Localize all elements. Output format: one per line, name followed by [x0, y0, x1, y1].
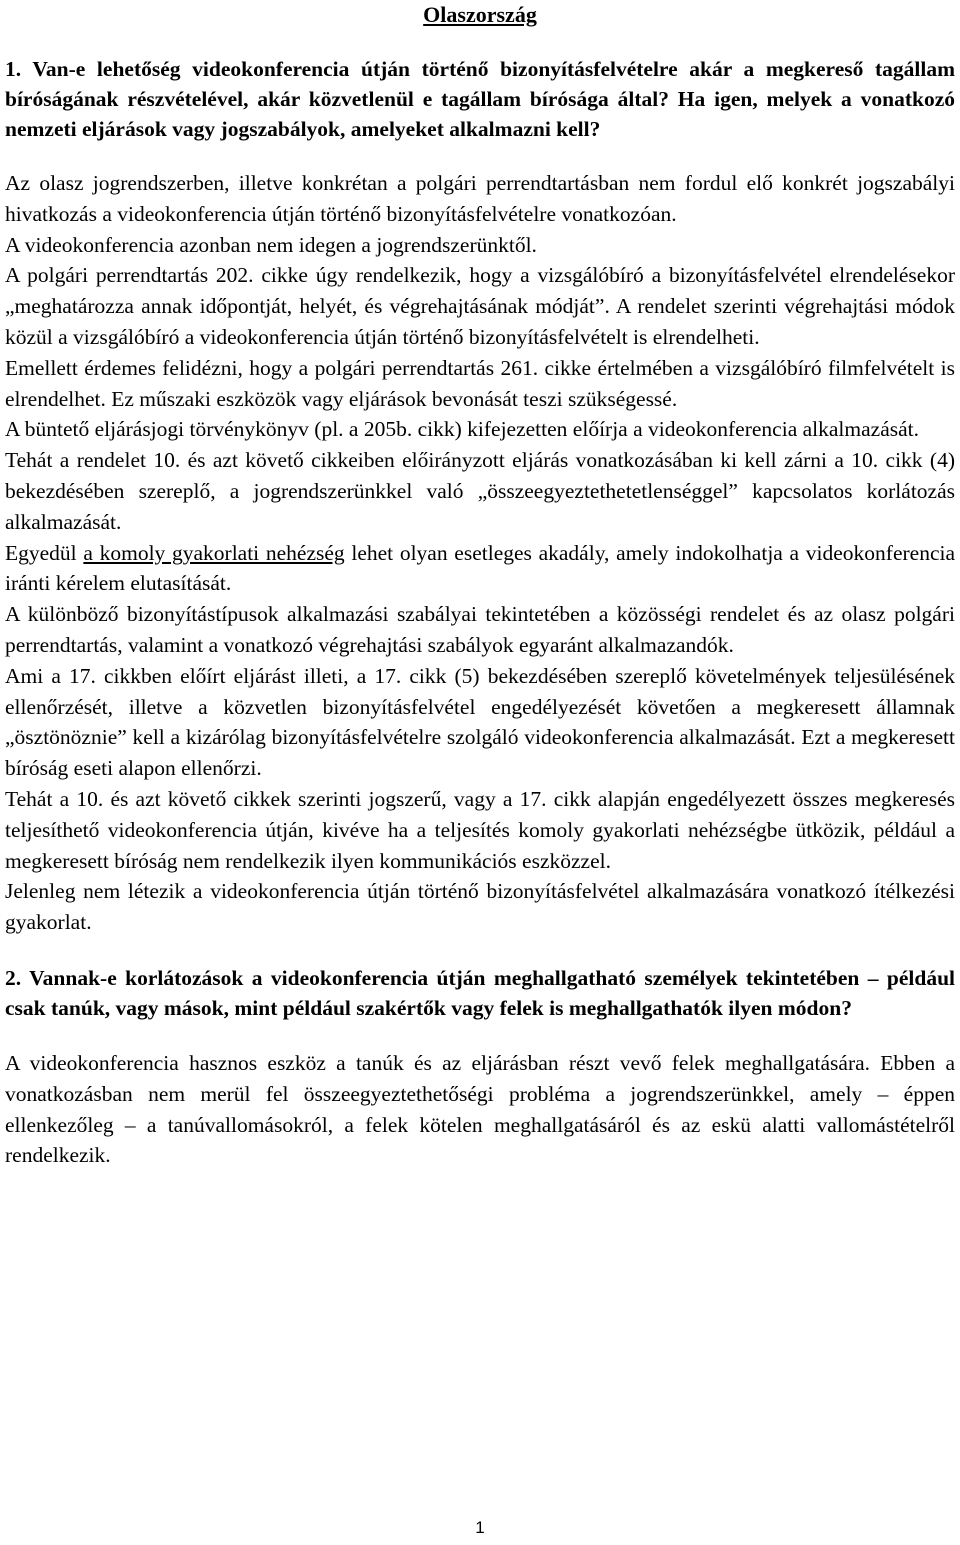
answer-1-paragraph: A különböző bizonyítástípusok alkalmazási szabályai tekintetében a közösségi rendelet és az olasz polgári perrendtartás, valamint a vonatkozó végrehajtási szabályok egyaránt alkalmazandók.	[5, 602, 955, 657]
text-before-underline: Egyedül	[5, 540, 84, 565]
answer-1-paragraph: Az olasz jogrendszerben, illetve konkrétan a polgári perrendtartásban nem fordul elő konkrét jogszabályi hivatkozás a videokonferencia útján történő bizonyításfelvételre vonatkozóan.	[5, 171, 955, 226]
answer-2-paragraph: A videokonferencia hasznos eszköz a tanúk és az eljárásban részt vevő felek meghallgatására. Ebben a vonatkozásban nem merül fel összeegyeztethetőségi probléma a jogrendszerünkkel, amely – éppen ellenkezőleg – a tanúvallomásokról, a felek kötelen meghallgatásáról és az eskü alatti vallomástételről rendelkezik.	[5, 1050, 955, 1168]
answer-1-paragraph: A polgári perrendtartás 202. cikke úgy rendelkezik, hogy a vizsgálóbíró a bizonyításfelvétel elrendelésekor „meghatározza annak időpontját, helyét, és végrehajtásának módját”. A rendelet szerinti végrehajtási módok közül a vizsgálóbíró a videokonferencia útján történő bizonyításfelvételt is elrendelheti.	[5, 263, 955, 349]
text-after-underline: lehet olyan esetleges akadály, amely indokolhatja a videokonferencia iránti kérelem elutasítását.	[5, 540, 956, 596]
answer-1-paragraph: Emellett érdemes felidézni, hogy a polgári perrendtartás 261. cikke értelmében a vizsgálóbíró filmfelvételt is elrendelhet. Ez műszaki eszközök vagy eljárások bevonását teszi szükségessé.	[5, 355, 955, 411]
answer-1-paragraph: Ami a 17. cikkben előírt eljárást illeti, a 17. cikk (5) bekezdésében szereplő követelmények teljesülésének ellenőrzését, illetve a közvetlen bizonyításfelvétel engedélyezését követően a megkeresett államnak „ösztönöznie” kell a kizárólag bizonyításfelvételre szolgáló videokonferencia alkalmazását. Ezt a megkeresett bíróság eseti alapon ellenőrzi.	[5, 663, 955, 781]
answer-1-paragraph: Jelenleg nem létezik a videokonferencia útján történő bizonyításfelvétel alkalmazására vonatkozó ítélkezési gyakorlat.	[5, 879, 955, 935]
page-number: 1	[475, 1518, 485, 1537]
question-2: 2. Vannak-e korlátozások a videokonferencia útján meghallgatható személyek tekintetében – például csak tanúk, vagy mások, mint például szakértők vagy felek is meghallgathatók ilyen módon?	[5, 965, 955, 1020]
answer-1-underlined-paragraph	[5, 538, 955, 600]
question-1: 1. Van-e lehetőség videokonferencia útján történő bizonyításfelvételre akár a megkereső tagállam bíróságának részvételével, akár közvetlenül e tagállam bírósága által? Ha igen, melyek a vonatkozó nemzeti eljárások vagy jogszabályok, amelyeket alkalmazni kell?	[5, 57, 955, 141]
document-page	[5, 0, 955, 1171]
answer-1-paragraph: Tehát a rendelet 10. és azt követő cikkeiben előirányzott eljárás vonatkozásában ki kell zárni a 10. cikk (4) bekezdésében szereplő, a jogrendszerünkkel való „összeegyeztethetetlenséggel” kapcsolatos korlátozás alkalmazását.	[5, 448, 955, 534]
underlined-phrase: a komoly gyakorlati nehézség	[83, 540, 345, 565]
answer-1-paragraph: Tehát a 10. és azt követő cikkek szerinti jogszerű, vagy a 17. cikk alapján engedélyezett összes megkeresés teljesíthető videokonferencia útján, kivéve ha a teljesítés komoly gyakorlati nehézségbe ütközik, például a megkeresett bíróság nem rendelkezik ilyen kommunikációs eszközzel.	[5, 786, 955, 873]
answer-1-paragraph: A videokonferencia azonban nem idegen a jogrendszerünktől.	[5, 232, 537, 257]
document-title: Olaszország	[423, 2, 537, 27]
answer-1-paragraph: A büntető eljárásjogi törvénykönyv (pl. a 205b. cikk) kifejezetten előírja a videokonferencia alkalmazását.	[5, 417, 920, 442]
